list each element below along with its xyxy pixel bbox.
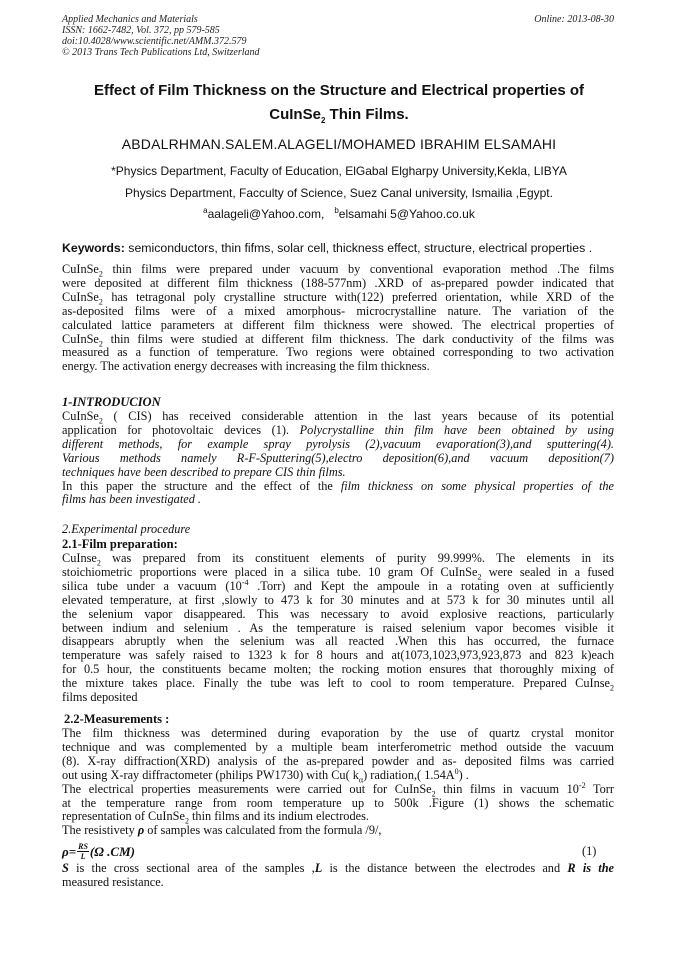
prep-line: the mixture takes place. Finally the tube was left to cool to room temperature. Prepared CuInse$_2$	[62, 676, 614, 693]
abstract-line: CuInSe$_2$ thin films were prepared under vacuum by conventional evaporation method .The films	[62, 262, 614, 279]
meas-line: The resistivety ρ of samples was calculated from the formula /9/,	[62, 823, 382, 838]
abstract-line: CuInSe$_2$ thin films were studied at different film thickness. The dark conductivity of the films was	[62, 331, 614, 348]
email-a-marker: a	[203, 206, 208, 215]
meas-line: technique and was complemented by a multiple beam interferometric method outside the vacuum	[62, 739, 614, 754]
journal-issn: ISSN: 1662-7482, Vol. 372, pp 579-585	[62, 25, 220, 36]
meas-body	[62, 727, 614, 838]
abstract	[62, 263, 614, 374]
email-b-marker: b	[334, 206, 339, 215]
meas-line: at the temperature range from room temperature up to 500k .Figure (1) shows the schematic	[62, 795, 614, 810]
intro-line: different methods, for example spray pyrolysis (2),vacuum evaporation(3),and sputtering(4).	[62, 436, 614, 451]
journal-name: Applied Mechanics and Materials	[62, 14, 198, 25]
journal-meta	[62, 14, 260, 58]
formula-units: (Ω .CM)	[89, 843, 135, 859]
online-date: Online: 2013-08-30	[534, 14, 614, 25]
prep-heading: 2.1-Film preparation:	[62, 537, 178, 551]
meas-tail	[62, 862, 614, 890]
prep-line: CuInse$_2$ was prepared from its constituent elements of purity 99.999%. The elements in its	[62, 551, 614, 568]
abstract-line: calculated lattice parameters at different film thickness were showed. The electrical properties of	[62, 317, 614, 332]
formula-denominator: L	[80, 852, 86, 861]
intro-line: Various methods namely R-F-Sputtering(5),electro deposition(6),and vacuum deposition(7)	[62, 450, 614, 465]
prep-line: temperature was safely raised to 1323 k for 8 hours and at(1073,1023,973,923,873 and 823 k)each	[62, 648, 614, 663]
intro-line: application for photovoltaic devices (1). Polycrystalline thin film have been obtained by using	[62, 422, 614, 437]
formula-numerator: RS	[78, 842, 88, 851]
prep-body	[62, 552, 614, 705]
title-formula: CuInSe	[269, 106, 321, 123]
intro-line: CuInSe$_2$ ( CIS) has received considerable attention in the last years because of its potential	[62, 409, 614, 426]
title-tail: Thin Films.	[325, 106, 409, 123]
equation-number: (1)	[582, 844, 597, 858]
meas-line: The film thickness was determined during evaporation by the use of quartz crystal monitor	[62, 726, 614, 740]
abstract-line: were deposited at different film thickness (188-577nm) .XRD of as-prepared powder indicated that	[62, 275, 614, 290]
prep-line: silica tube under a vacuum ($10^{-4}$ .Torr) and Kept the ampoule in a rotating oven at sufficiently	[62, 577, 614, 593]
authors: ABDALRHMAN.SALEM.ALAGELI/MOHAMED IBRAHIM ELSAMAHI	[121, 136, 557, 152]
abstract-line: as-deposited films were of a mixed amorphous- microcrystalline nature. The variation of the	[62, 303, 614, 318]
meas-line: representation of CuInSe$_2$ thin films and its indium electrodes.	[62, 809, 369, 826]
journal-copyright: © 2013 Trans Tech Publications Ltd, Switzerland	[62, 47, 260, 58]
meas-line: (8). X-ray diffraction(XRD) analysis of the as-prepared powder and as- deposited films was carried	[62, 753, 614, 768]
affiliation-b: Physics Department, Facculty of Science, Suez Canal university, Ismailia ,Egypt.	[125, 186, 553, 200]
paper-title-line2	[0, 106, 678, 123]
title-subscript: 2	[320, 116, 326, 125]
intro-line: films has been investigated .	[62, 492, 202, 507]
keywords-text: semiconductors, thin fifms, solar cell, thickness effect, structure, electrical properties .	[124, 241, 593, 255]
prep-line: elevated temperature, at first ,slowly to 473 k for 30 minutes and at 573 k for 30 minutes until all	[62, 592, 614, 607]
prep-line: for 0.5 hour, the constituents became molten; the rocking motion ensures that thoroughly mixing of	[62, 662, 614, 677]
formula-fraction	[77, 842, 89, 861]
meas-line: out using X-ray diffractometer (philips PW1730) with Cu( $k_\alpha$) radiation,( $1.54A^0$) .	[62, 766, 469, 785]
abstract-line: energy. The activation energy decreases with increasing the film thickness.	[62, 359, 430, 374]
intro-line: techniques have been described to prepare CIS thin films.	[62, 464, 346, 479]
meas-line: measured resistance.	[62, 874, 164, 889]
resistivity-formula	[62, 842, 135, 861]
email-a[interactable]: aalageli@Yahoo.com,	[207, 207, 325, 221]
journal-doi: doi:10.4028/www.scientific.net/AMM.372.579	[62, 36, 247, 47]
meas-line: S is the cross sectional area of the samples ,L is the distance between the electrodes and R is the	[62, 861, 614, 875]
meas-line: The electrical properties measurements were carried out for CuInSe$_2$ thin films in vacuum $10^{-2}$ Torr	[62, 780, 614, 799]
abstract-line: measured as a function of temperature. Two regions were obtained corresponding to two activation	[62, 345, 614, 360]
affiliation-a: *Physics Department, Faculty of Education, ElGabal Elgharpy University,Kekla, LIBYA	[111, 164, 567, 178]
prep-line: disappears abruptly when the selenium was all reacted .When this has occurred, the furnace	[62, 634, 614, 649]
email-b[interactable]: elsamahi 5@Yahoo.co.uk	[338, 207, 475, 221]
intro-line: In this paper the structure and the effect of the film thickness on some physical properties of the	[62, 478, 614, 493]
intro-body	[62, 410, 614, 507]
meas-heading: 2.2-Measurements :	[64, 712, 170, 726]
emails	[0, 207, 678, 221]
keywords-label: Keywords:	[62, 241, 125, 255]
prep-line: stoichiometric proportions were placed in a silica tube. 10 gram Of CuInSe$_2$ were sealed in a fused	[62, 564, 614, 582]
section2-heading: 2.Experimental procedure	[62, 522, 191, 536]
paper-title-line1: Effect of Film Thickness on the Structure and Electrical properties of	[93, 82, 585, 99]
intro-heading: 1-INTRODUCION	[62, 395, 161, 409]
formula-rho: ρ=	[62, 843, 77, 859]
abstract-line: CuInSe$_2$ has tetragonal poly crystalline structure with(122) preferred orientation, while XRD of the	[62, 289, 614, 307]
prep-line: films deposited	[62, 690, 138, 705]
keywords	[62, 241, 622, 255]
prep-line: the selenium vapor disappeared. This was necessary to avoid explosive reactions, particularly	[62, 606, 614, 621]
prep-line: between indium and selenium . As the temperature is raised selenium vapor becomes visible it	[62, 620, 614, 635]
